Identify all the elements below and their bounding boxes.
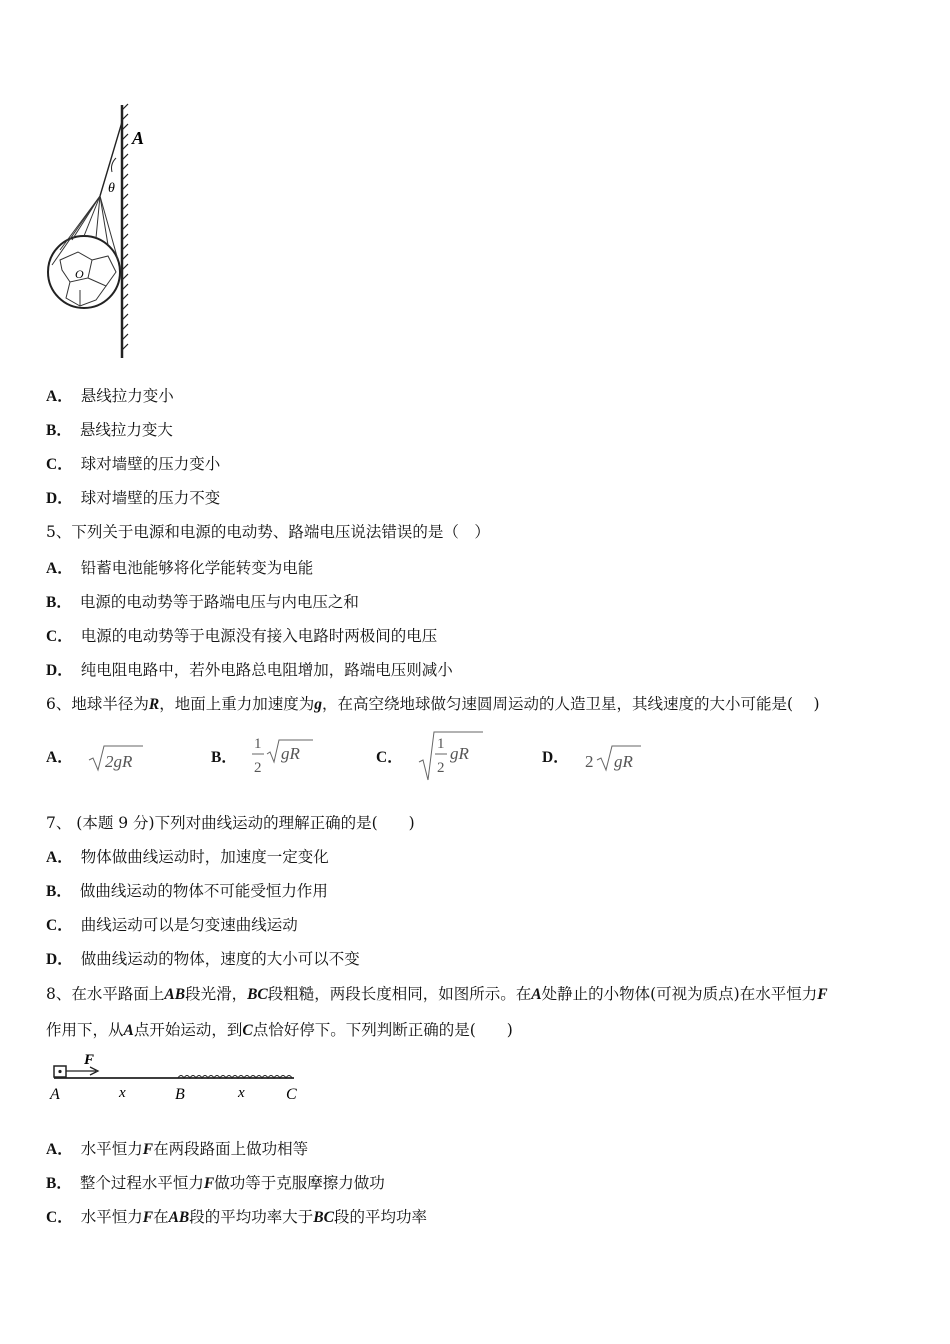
q7-option-a[interactable]: A． 物体做曲线运动时，加速度一定变化 <box>46 848 329 866</box>
ball-wall-figure <box>40 100 160 362</box>
q4-option-d[interactable]: D． 球对墙壁的压力不变 <box>46 489 221 507</box>
point-a-label: A <box>132 128 145 148</box>
q5-option-b[interactable]: B． 电源的电动势等于路端电压与内电压之和 <box>46 593 359 611</box>
q6-options <box>46 728 906 784</box>
q4-option-a[interactable]: A． 悬线拉力变小 <box>46 387 174 405</box>
svg-text:2: 2 <box>436 760 445 776</box>
svg-text:gR: gR <box>613 752 633 771</box>
q7-option-d[interactable]: D． 做曲线运动的物体，速度的大小可以不变 <box>46 950 360 968</box>
q8-option-b[interactable]: B． 整个过程水平恒力F做功等于克服摩擦力做功 <box>46 1174 385 1192</box>
q6-option-a-formula <box>87 736 147 776</box>
q4-option-b[interactable]: B． 悬线拉力变大 <box>46 421 173 439</box>
svg-text:1: 1 <box>253 736 262 752</box>
force-f-label: F <box>84 1052 95 1068</box>
q8-stem-line2: 作用下，从A点开始运动，到C点恰好停下。下列判断正确的是( ) <box>46 1021 513 1039</box>
point-c-label: C <box>286 1086 297 1103</box>
q6-option-c[interactable]: C． 1 2 gR <box>376 728 487 784</box>
segment-x2-label: x <box>238 1085 245 1101</box>
q7-option-b[interactable]: B． 做曲线运动的物体不可能受恒力作用 <box>46 882 328 900</box>
q6-option-c-formula <box>417 728 487 784</box>
q8-option-a[interactable]: A． 水平恒力F在两段路面上做功相等 <box>46 1140 309 1158</box>
q4-option-c[interactable]: C． 球对墙壁的压力变小 <box>46 455 221 473</box>
q5-option-c[interactable]: C． 电源的电动势等于电源没有接入电路时两极间的电压 <box>46 627 438 645</box>
segment-x1-label: x <box>119 1085 126 1101</box>
q5-stem: 5、下列关于电源和电源的电动势、路端电压说法错误的是（ ） <box>46 523 490 541</box>
q7-stem: 7、 (本题 9 分)下列对曲线运动的理解正确的是( ) <box>46 814 415 832</box>
angle-theta-label: θ <box>108 181 115 196</box>
q6-option-b-formula <box>251 728 321 784</box>
q6-stem: 6、地球半径为R，地面上重力加速度为g，在高空绕地球做匀速圆周运动的人造卫星，其线速度的大小可能是( ) <box>46 695 820 713</box>
q6-option-b[interactable]: B． 1 2 gR <box>211 728 321 784</box>
road-figure <box>44 1050 314 1106</box>
q8-option-c[interactable]: C． 水平恒力F在AB段的平均功率大于BC段的平均功率 <box>46 1208 427 1226</box>
svg-text:2gR: 2gR <box>104 752 133 771</box>
center-label: O <box>75 267 84 281</box>
svg-text:1: 1 <box>436 736 445 752</box>
q5-option-d[interactable]: D． 纯电阻电路中，若外电路总电阻增加，路端电压则减小 <box>46 661 453 679</box>
point-a-label: A <box>50 1086 60 1103</box>
q8-stem-line1: 8、在水平路面上AB段光滑，BC段粗糙，两段长度相同，如图所示。在A处静止的小物体(可视为质点)在水平恒力F <box>46 985 828 1003</box>
q6-option-d-formula <box>583 736 643 776</box>
q6-option-a[interactable]: A． 2gR <box>46 728 147 784</box>
svg-text:2: 2 <box>253 760 262 776</box>
svg-text:2: 2 <box>584 752 594 771</box>
q7-option-c[interactable]: C． 曲线运动可以是匀变速曲线运动 <box>46 916 298 934</box>
svg-text:gR: gR <box>280 744 300 763</box>
q5-option-a[interactable]: A． 铅蓄电池能够将化学能转变为电能 <box>46 559 314 577</box>
q6-option-d[interactable]: D． 2 gR <box>542 728 643 784</box>
svg-text:gR: gR <box>449 744 469 763</box>
point-b-label: B <box>175 1086 185 1103</box>
